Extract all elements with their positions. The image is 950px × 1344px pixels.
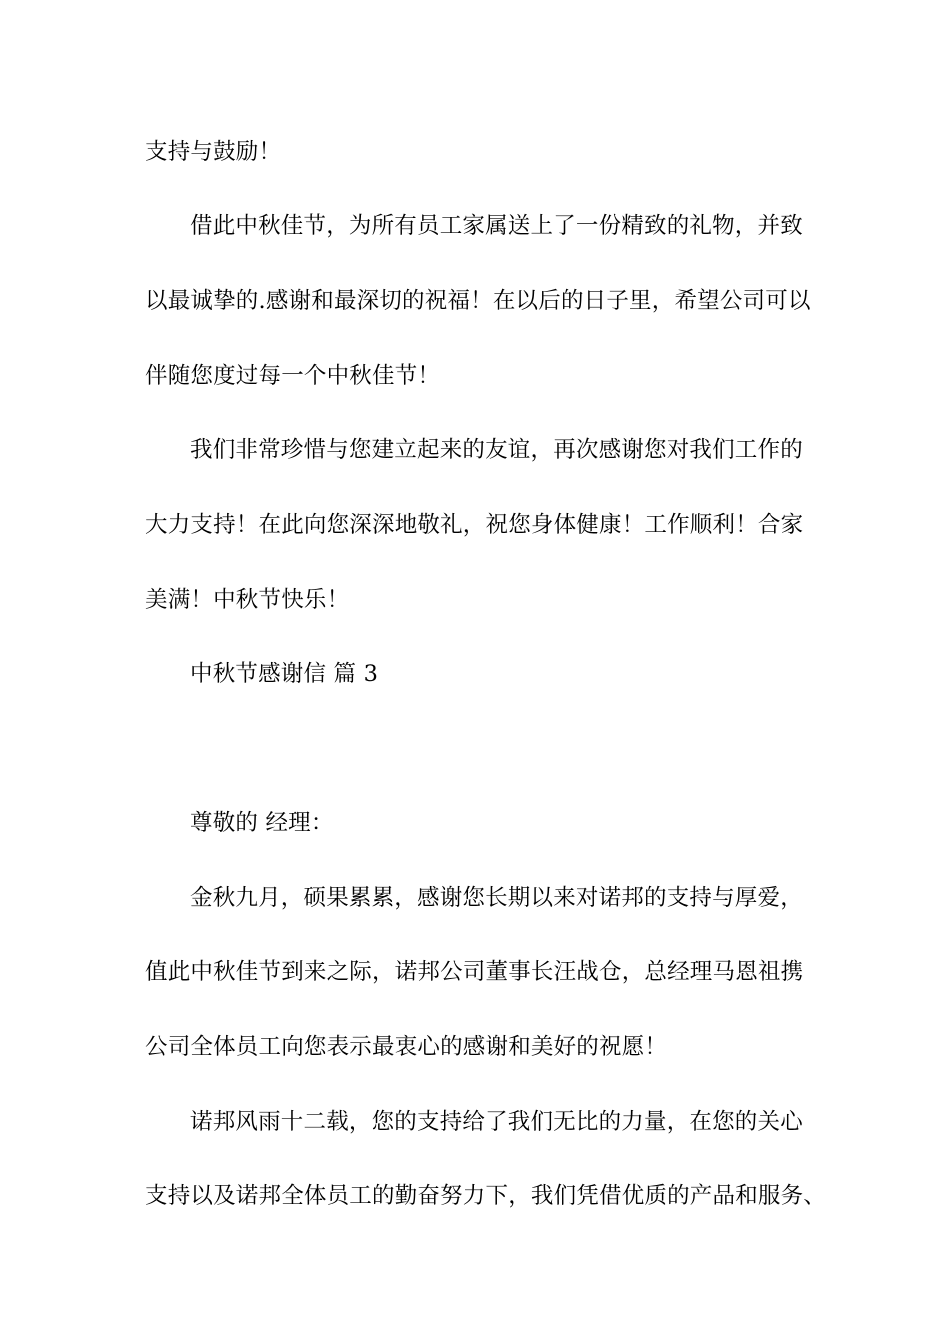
paragraph-line: 美满！中秋节快乐！ [145, 587, 350, 613]
paragraph-line: 我们非常珍惜与您建立起来的友谊，再次感谢您对我们工作的 [190, 437, 803, 463]
salutation: 尊敬的 经理： [190, 810, 334, 836]
paragraph-line: 支持与鼓励！ [145, 139, 282, 165]
paragraph-line: 支持以及诺邦全体员工的勤奋努力下，我们凭借优质的产品和服务、 [145, 1183, 827, 1209]
paragraph-line: 伴随您度过每一个中秋佳节！ [145, 363, 441, 389]
paragraph-line: 大力支持！在此向您深深地敬礼，祝您身体健康！工作顺利！合家 [145, 512, 804, 538]
paragraph-line: 公司全体员工向您表示最衷心的感谢和美好的祝愿！ [145, 1034, 668, 1060]
paragraph-line: 以最诚挚的.感谢和最深切的祝福！在以后的日子里，希望公司可以 [145, 288, 811, 314]
paragraph-line: 金秋九月，硕果累累，感谢您长期以来对诺邦的支持与厚爱， [190, 885, 803, 911]
paragraph-line: 诺邦风雨十二载，您的支持给了我们无比的力量，在您的关心 [190, 1109, 803, 1135]
section-heading: 中秋节感谢信 篇 3 [190, 661, 379, 687]
paragraph-line: 借此中秋佳节，为所有员工家属送上了一份精致的礼物，并致 [190, 213, 803, 239]
paragraph-line: 值此中秋佳节到来之际，诺邦公司董事长汪战仓，总经理马恩祖携 [145, 959, 804, 985]
